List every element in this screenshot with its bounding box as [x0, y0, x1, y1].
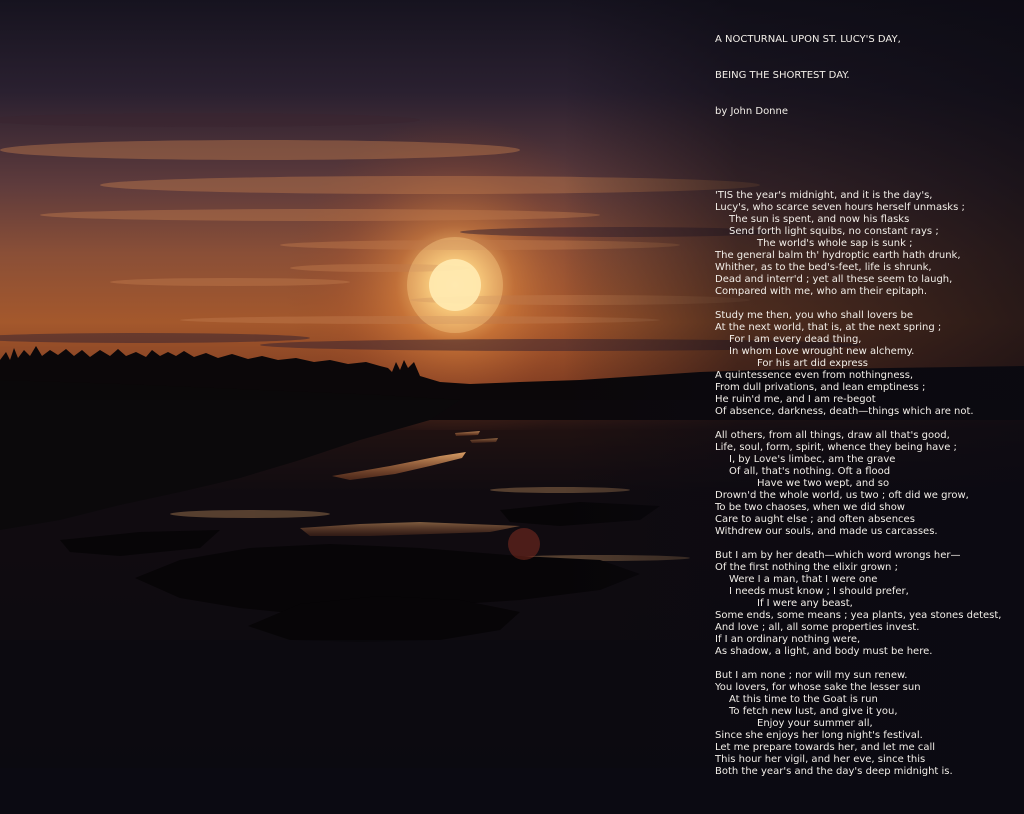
poem-line: I needs must know ; I should prefer,	[729, 586, 909, 597]
poem-line: To fetch new lust, and give it you,	[729, 706, 898, 717]
poem-line: Since she enjoys her long night's festival.	[715, 730, 923, 741]
poem-line: The world's whole sap is sunk ;	[757, 238, 913, 249]
poem-line: He ruin'd me, and I am re-begot	[715, 394, 876, 405]
poem-line: Study me then, you who shall lovers be	[715, 310, 913, 321]
poem-line: You lovers, for whose sake the lesser sun	[715, 682, 921, 693]
title-spacer	[715, 142, 1020, 166]
poem-text-block	[715, 10, 1020, 814]
poem-line: But I am none ; nor will my sun renew.	[715, 670, 908, 681]
poem-line: Care to aught else ; and often absences	[715, 514, 915, 525]
poem-line: As shadow, a light, and body must be here.	[715, 646, 933, 657]
poem-stanza	[715, 310, 1020, 418]
poem-subtitle: BEING THE SHORTEST DAY.	[715, 70, 850, 81]
poem-line: To be two chaoses, when we did show	[715, 502, 905, 513]
poem-line: Whither, as to the bed's-feet, life is shrunk,	[715, 262, 932, 273]
poem-line: At the next world, that is, at the next spring ;	[715, 322, 942, 333]
poem-line: In whom Love wrought new alchemy.	[729, 346, 915, 357]
poem-line: But I am by her death—which word wrongs her—	[715, 550, 961, 561]
poem-line: This hour her vigil, and her eve, since this	[715, 754, 926, 765]
poem-line: Some ends, some means ; yea plants, yea stones detest,	[715, 610, 1002, 621]
poem-line: Were I a man, that I were one	[729, 574, 878, 585]
poem-line: 'TIS the year's midnight, and it is the day's,	[715, 190, 933, 201]
poem-line: For his art did express	[757, 358, 869, 369]
poem-stanza	[715, 430, 1020, 538]
poem-line: And love ; all, all some properties invest.	[715, 622, 920, 633]
poem-line: Compared with me, who am their epitaph.	[715, 286, 928, 297]
poem-line: I, by Love's limbec, am the grave	[729, 454, 896, 465]
poem-line: Enjoy your summer all,	[757, 718, 873, 729]
poem-stanza	[715, 670, 1020, 778]
poem-line: From dull privations, and lean emptiness ;	[715, 382, 926, 393]
poem-line: A quintessence even from nothingness,	[715, 370, 914, 381]
poem-line: For I am every dead thing,	[729, 334, 862, 345]
poem-line: Withdrew our souls, and made us carcasses.	[715, 526, 938, 537]
poem-stanza	[715, 190, 1020, 298]
poem-author: by John Donne	[715, 106, 789, 117]
poem-line: Dead and interr'd ; yet all these seem to laugh,	[715, 274, 953, 285]
poem-line: At this time to the Goat is run	[729, 694, 878, 705]
poem-line: Of the first nothing the elixir grown ;	[715, 562, 898, 573]
poem-line: Have we two wept, and so	[757, 478, 890, 489]
poem-line: The general balm th' hydroptic earth hath drunk,	[715, 250, 961, 261]
poem-line: Lucy's, who scarce seven hours herself unmasks ;	[715, 202, 965, 213]
poem-line: Drown'd the whole world, us two ; oft did we grow,	[715, 490, 969, 501]
poem-line: Of absence, darkness, death—things which are not.	[715, 406, 974, 417]
poem-line: The sun is spent, and now his flasks	[729, 214, 910, 225]
poem-line: If I were any beast,	[757, 598, 853, 609]
poem-title: A NOCTURNAL UPON ST. LUCY'S DAY,	[715, 34, 901, 45]
poem-line: Both the year's and the day's deep midnight is.	[715, 766, 953, 777]
poem-line: Life, soul, form, spirit, whence they being have ;	[715, 442, 957, 453]
poem-line: Let me prepare towards her, and let me call	[715, 742, 936, 753]
poem-stanzas	[715, 190, 1020, 778]
poem-stanza	[715, 550, 1020, 658]
poem-line: All others, from all things, draw all that's good,	[715, 430, 950, 441]
poem-line: Of all, that's nothing. Oft a flood	[729, 466, 891, 477]
poem-line: If I an ordinary nothing were,	[715, 634, 861, 645]
poem-line: Send forth light squibs, no constant rays ;	[729, 226, 939, 237]
